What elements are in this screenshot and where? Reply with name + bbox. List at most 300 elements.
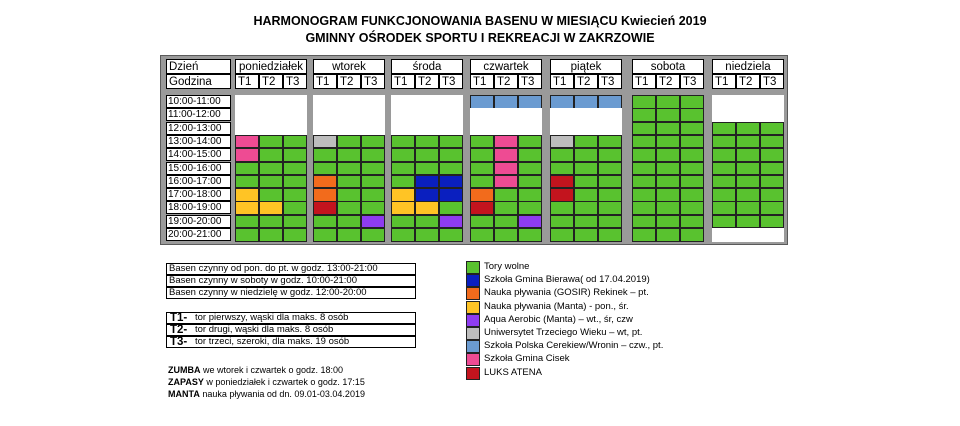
schedule-cell xyxy=(656,175,680,189)
schedule-cell xyxy=(550,135,574,149)
schedule-cell xyxy=(259,162,283,176)
schedule-cell xyxy=(439,135,463,149)
track-row xyxy=(166,336,416,348)
schedule-cell xyxy=(391,201,415,215)
schedule-cell xyxy=(632,148,656,162)
schedule-cell xyxy=(550,201,574,215)
schedule-cell xyxy=(494,108,518,122)
hour-label: 20:00-21:00 xyxy=(166,228,231,241)
schedule-cell xyxy=(470,188,494,202)
schedule-cell xyxy=(235,108,259,122)
schedule-cell xyxy=(439,201,463,215)
schedule-cell xyxy=(415,188,439,202)
legend-item xyxy=(466,353,766,366)
schedule-cell xyxy=(470,175,494,189)
schedule-cell xyxy=(574,188,598,202)
schedule-cell xyxy=(712,135,736,149)
day-header: poniedziałek xyxy=(235,59,307,74)
schedule-cell xyxy=(235,148,259,162)
schedule-cell xyxy=(391,148,415,162)
schedule-cell xyxy=(760,175,784,189)
note-key: ZAPASY xyxy=(168,377,204,387)
schedule-cell xyxy=(337,162,361,176)
schedule-cell xyxy=(313,228,337,242)
schedule-cell xyxy=(283,175,307,189)
schedule-cell xyxy=(574,148,598,162)
schedule-cell xyxy=(337,95,361,109)
schedule-cell xyxy=(760,135,784,149)
schedule-cell xyxy=(736,228,760,242)
legend-label: Uniwersytet Trzeciego Wieku – wt, pt. xyxy=(484,327,643,338)
legend-swatch xyxy=(466,327,480,340)
schedule-cell xyxy=(415,135,439,149)
schedule-cell xyxy=(415,228,439,242)
schedule-cell xyxy=(470,148,494,162)
schedule-cell xyxy=(656,215,680,229)
schedule-cell xyxy=(439,188,463,202)
schedule-cell xyxy=(712,148,736,162)
schedule-cell xyxy=(361,201,385,215)
schedule-cell xyxy=(680,135,704,149)
schedule-cell xyxy=(235,188,259,202)
schedule-cell xyxy=(680,175,704,189)
schedule-cell xyxy=(680,162,704,176)
schedule-cell xyxy=(415,201,439,215)
schedule-cell xyxy=(283,188,307,202)
schedule-cell xyxy=(736,95,760,109)
schedule-cell xyxy=(283,201,307,215)
schedule-cell xyxy=(574,201,598,215)
schedule-cell xyxy=(760,95,784,109)
schedule-cell xyxy=(712,108,736,122)
schedule-cell xyxy=(313,148,337,162)
schedule-cell xyxy=(632,122,656,136)
schedule-cell xyxy=(598,148,622,162)
schedule-cell xyxy=(518,162,542,176)
schedule-cell xyxy=(680,201,704,215)
schedule-cell xyxy=(439,175,463,189)
lane-header: T1 xyxy=(313,74,337,89)
schedule-cell xyxy=(494,175,518,189)
legend-label: Tory wolne xyxy=(484,261,530,272)
schedule-cell xyxy=(337,215,361,229)
schedule-cell xyxy=(283,135,307,149)
hour-label: 10:00-11:00 xyxy=(166,95,231,108)
track-desc: tor drugi, wąski dla maks. 8 osób xyxy=(195,324,334,335)
schedule-cell xyxy=(598,122,622,136)
track-key: T3- xyxy=(170,336,188,348)
schedule-cell xyxy=(736,122,760,136)
info-row: Basen czynny w niedzielę w godz. 12:00-20:00 xyxy=(166,287,416,299)
legend-label: Aqua Aerobic (Manta) – wt., śr, czw xyxy=(484,313,633,325)
schedule-cell xyxy=(439,148,463,162)
schedule-cell xyxy=(632,175,656,189)
schedule-cell xyxy=(361,108,385,122)
note-text: we wtorek i czwartek o godz. 18:00 xyxy=(200,365,344,375)
schedule-cell xyxy=(598,162,622,176)
schedule-cell xyxy=(259,201,283,215)
schedule-cell xyxy=(494,228,518,242)
schedule-cell xyxy=(391,228,415,242)
legend-swatch xyxy=(466,274,480,287)
lane-header: T2 xyxy=(494,74,518,89)
legend-label: Szkoła Gmina Bierawa( od 17.04.2019) xyxy=(484,274,650,286)
lane-header: T1 xyxy=(470,74,494,89)
schedule-cell xyxy=(680,95,704,109)
schedule-cell xyxy=(259,108,283,122)
schedule-cell xyxy=(632,228,656,242)
legend-item xyxy=(466,261,766,274)
schedule-cell xyxy=(235,201,259,215)
schedule-cell xyxy=(656,201,680,215)
schedule-cell xyxy=(550,188,574,202)
hour-label: 12:00-13:00 xyxy=(166,122,231,135)
track-key: T2- xyxy=(170,324,188,336)
legend-item xyxy=(466,287,766,300)
schedule-cell xyxy=(283,95,307,109)
schedule-cell xyxy=(313,108,337,122)
lane-header: T1 xyxy=(391,74,415,89)
schedule-cell xyxy=(656,95,680,109)
schedule-cell xyxy=(259,175,283,189)
info-row: Basen czynny w soboty w godz. 10:00-21:00 xyxy=(166,275,416,287)
lane-header: T1 xyxy=(235,74,259,89)
legend-swatch xyxy=(466,367,480,380)
schedule-cell xyxy=(574,122,598,136)
schedule-cell xyxy=(760,148,784,162)
schedule-cell xyxy=(313,215,337,229)
schedule-cell xyxy=(518,108,542,122)
lane-header: T3 xyxy=(283,74,307,89)
schedule-cell xyxy=(656,108,680,122)
schedule-cell xyxy=(283,162,307,176)
schedule-cell xyxy=(574,228,598,242)
schedule-cell xyxy=(760,201,784,215)
legend-swatch xyxy=(466,261,480,274)
legend-swatch xyxy=(466,340,480,353)
schedule-cell xyxy=(760,188,784,202)
lane-header: T1 xyxy=(550,74,574,89)
schedule-cell xyxy=(361,175,385,189)
schedule-cell xyxy=(632,108,656,122)
schedule-cell xyxy=(632,95,656,109)
schedule-cell xyxy=(337,148,361,162)
page-title: HARMONOGRAM FUNKCJONOWANIA BASENU W MIESIĄCU Kwiecień 2019 xyxy=(253,14,707,28)
schedule-cell xyxy=(518,148,542,162)
hour-label: 14:00-15:00 xyxy=(166,148,231,161)
schedule-cell xyxy=(736,108,760,122)
schedule-cell xyxy=(680,188,704,202)
schedule-cell xyxy=(494,122,518,136)
schedule-cell xyxy=(391,108,415,122)
page-subtitle: GMINNY OŚRODEK SPORTU I REKREACJI W ZAKRZOWIE xyxy=(305,31,655,45)
schedule-cell xyxy=(632,162,656,176)
schedule-cell xyxy=(518,122,542,136)
lane-header: T3 xyxy=(439,74,463,89)
schedule-cell xyxy=(680,215,704,229)
legend-item xyxy=(466,301,766,314)
schedule-cell xyxy=(712,162,736,176)
schedule-cell xyxy=(736,148,760,162)
header-day-label: Dzień xyxy=(166,59,231,74)
header-hour-label: Godzina xyxy=(166,74,231,89)
lane-header: T3 xyxy=(598,74,622,89)
schedule-cell xyxy=(337,175,361,189)
note-text: nauka pływania od dn. 09.01-03.04.2019 xyxy=(199,389,365,399)
schedule-cell xyxy=(598,215,622,229)
schedule-cell xyxy=(574,135,598,149)
schedule-cell xyxy=(760,215,784,229)
schedule-cell xyxy=(439,95,463,109)
track-desc: tor pierwszy, wąski dla maks. 8 osób xyxy=(195,312,349,323)
schedule-cell xyxy=(656,162,680,176)
note-text: w poniedziałek i czwartek o godz. 17:15 xyxy=(203,377,365,387)
schedule-cell xyxy=(235,175,259,189)
schedule-cell xyxy=(632,215,656,229)
schedule-cell xyxy=(470,162,494,176)
schedule-cell xyxy=(361,162,385,176)
legend-item xyxy=(466,274,766,287)
schedule-cell xyxy=(712,122,736,136)
schedule-cell xyxy=(283,215,307,229)
schedule-cell xyxy=(712,188,736,202)
legend-label: Nauka pływania (Manta) - pon., śr. xyxy=(484,300,629,312)
lane-header: T2 xyxy=(259,74,283,89)
schedule-cell xyxy=(361,188,385,202)
schedule-cell xyxy=(313,95,337,109)
lane-header: T2 xyxy=(656,74,680,89)
legend-item xyxy=(466,340,766,353)
schedule-cell xyxy=(283,228,307,242)
day-header: piątek xyxy=(550,59,622,74)
day-header: niedziela xyxy=(712,59,784,74)
schedule-cell xyxy=(632,201,656,215)
lane-header: T1 xyxy=(712,74,736,89)
schedule-cell xyxy=(415,122,439,136)
schedule-cell xyxy=(235,95,259,109)
note-row xyxy=(168,377,365,388)
schedule-cell xyxy=(313,135,337,149)
schedule-cell xyxy=(391,135,415,149)
schedule-cell xyxy=(736,162,760,176)
schedule-cell xyxy=(235,162,259,176)
schedule-cell xyxy=(760,122,784,136)
schedule-cell xyxy=(415,162,439,176)
lane-header: T3 xyxy=(518,74,542,89)
schedule-cell xyxy=(680,228,704,242)
info-row: Basen czynny od pon. do pt. w godz. 13:00-21:00 xyxy=(166,263,416,275)
schedule-cell xyxy=(391,95,415,109)
schedule-cell xyxy=(470,108,494,122)
schedule-cell xyxy=(494,215,518,229)
track-desc: tor trzeci, szeroki, dla maks. 19 osób xyxy=(195,336,350,347)
schedule-cell xyxy=(656,188,680,202)
hour-label: 13:00-14:00 xyxy=(166,135,231,148)
schedule-cell xyxy=(494,95,518,109)
schedule-cell xyxy=(656,122,680,136)
schedule-cell xyxy=(574,215,598,229)
schedule-cell xyxy=(574,175,598,189)
schedule-cell xyxy=(259,228,283,242)
track-key: T1- xyxy=(170,312,188,324)
legend-swatch xyxy=(466,301,480,314)
schedule-cell xyxy=(760,228,784,242)
schedule-cell xyxy=(518,201,542,215)
schedule-cell xyxy=(439,108,463,122)
schedule-cell xyxy=(415,95,439,109)
note-row xyxy=(168,389,365,400)
schedule-cell xyxy=(470,135,494,149)
schedule-cell xyxy=(415,108,439,122)
hour-label: 19:00-20:00 xyxy=(166,215,231,228)
legend-label: LUKS ATENA xyxy=(484,366,542,378)
legend-swatch xyxy=(466,353,480,366)
schedule-cell xyxy=(283,148,307,162)
schedule-cell xyxy=(680,148,704,162)
legend-label: Szkoła Gmina Cisek xyxy=(484,353,570,365)
schedule-cell xyxy=(391,122,415,136)
schedule-cell xyxy=(439,228,463,242)
schedule-cell xyxy=(415,175,439,189)
schedule-cell xyxy=(550,215,574,229)
schedule-cell xyxy=(494,188,518,202)
schedule-cell xyxy=(391,215,415,229)
schedule-cell xyxy=(259,188,283,202)
day-header: wtorek xyxy=(313,59,385,74)
schedule-cell xyxy=(518,175,542,189)
schedule-cell xyxy=(598,108,622,122)
schedule-cell xyxy=(337,122,361,136)
schedule-cell xyxy=(736,215,760,229)
schedule-cell xyxy=(632,188,656,202)
schedule-cell xyxy=(598,228,622,242)
schedule-cell xyxy=(361,135,385,149)
schedule-cell xyxy=(656,228,680,242)
lane-header: T2 xyxy=(415,74,439,89)
schedule-cell xyxy=(574,95,598,109)
schedule-cell xyxy=(259,148,283,162)
schedule-cell xyxy=(550,228,574,242)
schedule-cell xyxy=(574,108,598,122)
schedule-cell xyxy=(656,148,680,162)
legend-swatch xyxy=(466,287,480,300)
schedule-cell xyxy=(494,162,518,176)
schedule-cell xyxy=(736,188,760,202)
schedule-cell xyxy=(736,201,760,215)
schedule-cell xyxy=(439,215,463,229)
schedule-cell xyxy=(598,95,622,109)
schedule-cell xyxy=(598,175,622,189)
schedule-cell xyxy=(518,188,542,202)
legend-item xyxy=(466,314,766,327)
schedule-cell xyxy=(680,108,704,122)
schedule-cell xyxy=(760,162,784,176)
schedule-cell xyxy=(712,95,736,109)
legend-item xyxy=(466,367,766,380)
schedule-cell xyxy=(598,135,622,149)
note-key: MANTA xyxy=(168,389,200,399)
schedule-cell xyxy=(259,135,283,149)
schedule-cell xyxy=(415,215,439,229)
schedule-cell xyxy=(598,188,622,202)
schedule-cell xyxy=(235,215,259,229)
schedule-cell xyxy=(760,108,784,122)
schedule-cell xyxy=(235,122,259,136)
schedule-cell xyxy=(235,135,259,149)
schedule-cell xyxy=(259,122,283,136)
schedule-cell xyxy=(391,162,415,176)
schedule-cell xyxy=(259,215,283,229)
lane-header: T1 xyxy=(632,74,656,89)
schedule-cell xyxy=(550,162,574,176)
schedule-cell xyxy=(313,122,337,136)
schedule-cell xyxy=(550,122,574,136)
schedule-cell xyxy=(736,175,760,189)
schedule-cell xyxy=(494,148,518,162)
schedule-cell xyxy=(550,175,574,189)
schedule-cell xyxy=(337,108,361,122)
lane-header: T3 xyxy=(760,74,784,89)
schedule-cell xyxy=(550,95,574,109)
schedule-cell xyxy=(712,228,736,242)
schedule-cell xyxy=(259,95,283,109)
schedule-cell xyxy=(361,95,385,109)
schedule-cell xyxy=(337,228,361,242)
schedule-cell xyxy=(439,162,463,176)
legend-swatch xyxy=(466,314,480,327)
lane-header: T2 xyxy=(337,74,361,89)
schedule-cell xyxy=(313,201,337,215)
schedule-cell xyxy=(391,175,415,189)
schedule-cell xyxy=(470,228,494,242)
schedule-cell xyxy=(598,201,622,215)
hour-label: 18:00-19:00 xyxy=(166,201,231,214)
schedule-cell xyxy=(313,188,337,202)
schedule-cell xyxy=(415,148,439,162)
lane-header: T3 xyxy=(680,74,704,89)
schedule-cell xyxy=(283,122,307,136)
schedule-cell xyxy=(518,135,542,149)
schedule-cell xyxy=(361,215,385,229)
note-key: ZUMBA xyxy=(168,365,201,375)
lane-header: T2 xyxy=(574,74,598,89)
hour-label: 16:00-17:00 xyxy=(166,175,231,188)
legend-label: Nauka pływania (GOSIR) Rekinek – pt. xyxy=(484,287,649,299)
schedule-cell xyxy=(283,108,307,122)
schedule-cell xyxy=(574,162,598,176)
schedule-cell xyxy=(680,122,704,136)
schedule-cell xyxy=(337,188,361,202)
schedule-cell xyxy=(494,135,518,149)
hour-label: 11:00-12:00 xyxy=(166,108,231,121)
lane-header: T3 xyxy=(361,74,385,89)
note-row xyxy=(168,365,343,376)
schedule-cell xyxy=(712,215,736,229)
schedule-cell xyxy=(494,201,518,215)
schedule-cell xyxy=(736,135,760,149)
day-header: sobota xyxy=(632,59,704,74)
track-row xyxy=(166,312,416,324)
hour-label: 17:00-18:00 xyxy=(166,188,231,201)
schedule-cell xyxy=(712,201,736,215)
day-header: czwartek xyxy=(470,59,542,74)
hour-label: 15:00-16:00 xyxy=(166,162,231,175)
schedule-cell xyxy=(470,215,494,229)
schedule-cell xyxy=(470,201,494,215)
schedule-cell xyxy=(313,175,337,189)
legend-label: Szkoła Polska Cerekiew/Wronin – czw., pt. xyxy=(484,340,664,352)
schedule-cell xyxy=(470,95,494,109)
